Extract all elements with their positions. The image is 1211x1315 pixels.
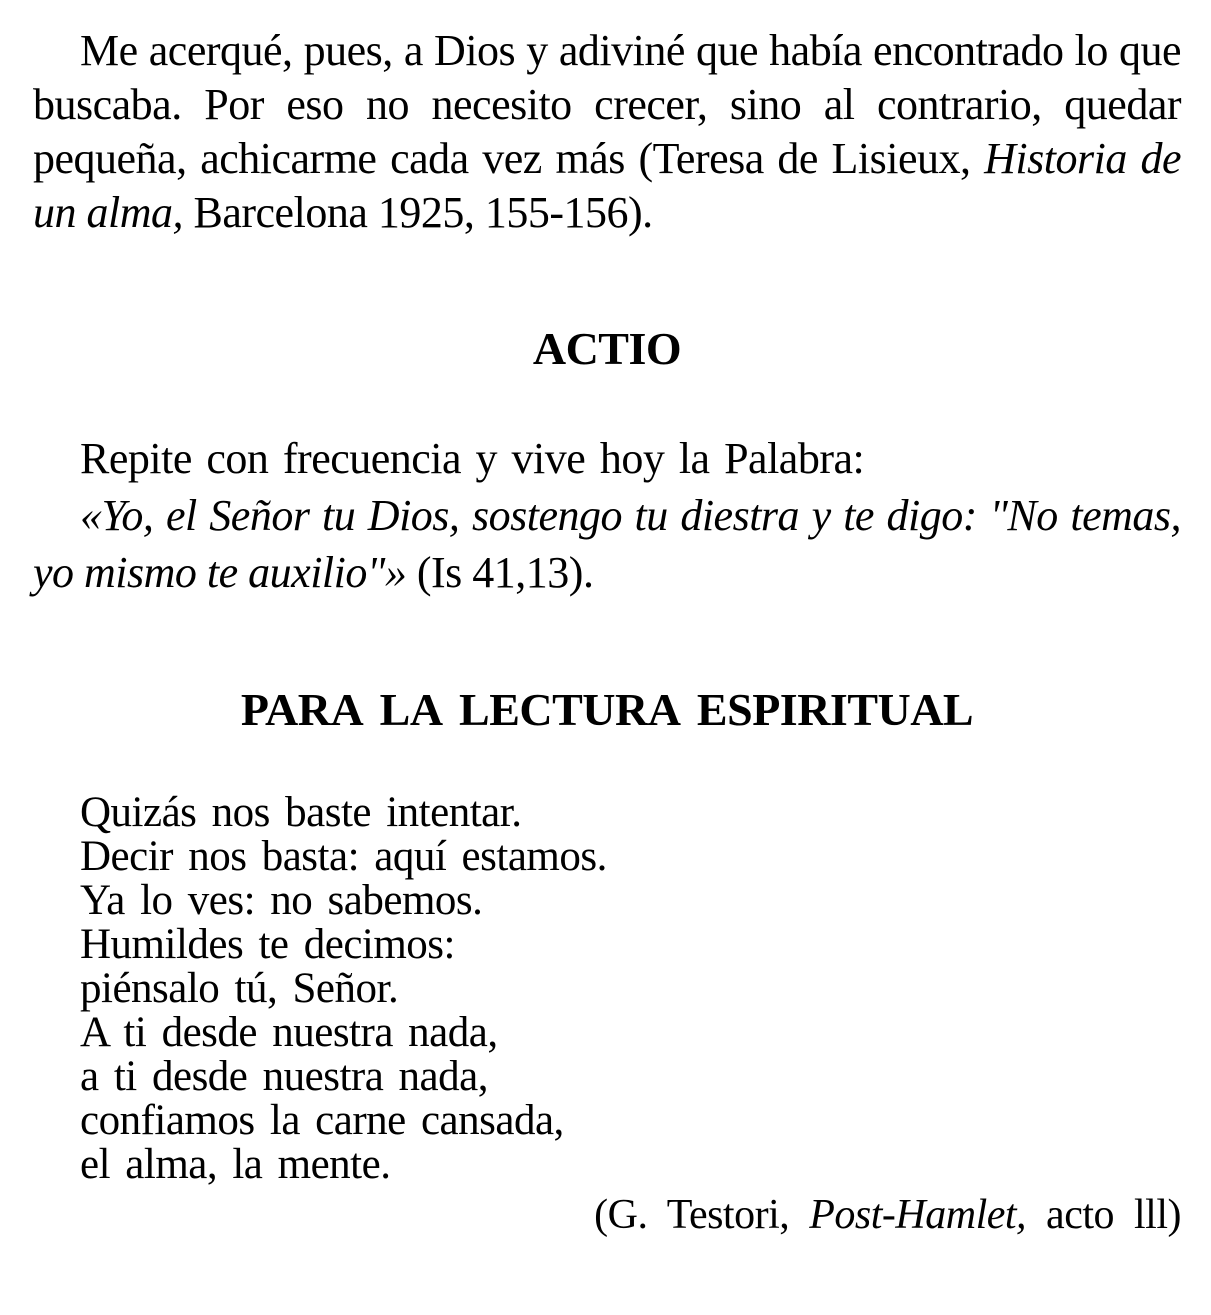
actio-heading: ACTIO: [532, 323, 682, 374]
poem-line: el alma, la mente.: [80, 1141, 391, 1188]
intro-paragraph: Me acerqué, pues, a Dios y adiviné que había encontrado lo que buscaba. Por eso no necesito crecer, sino al contrario, quedar pequeña, achicarme cada vez más (Teresa de Lisieux, Historia de un alma, Barcelona 1925, 155-156).: [33, 26, 1182, 237]
poem-line: piénsalo tú, Señor.: [80, 965, 399, 1012]
poem-line: Decir nos basta: aquí estamos.: [80, 833, 607, 880]
poem-line: Quizás nos baste intentar.: [80, 789, 522, 836]
poem-line: confiamos la carne cansada,: [80, 1097, 564, 1144]
poem-line: a ti desde nuestra nada,: [80, 1053, 488, 1100]
poem-line: Ya lo ves: no sabemos.: [80, 877, 483, 924]
poem: [80, 791, 1181, 1187]
poem-line: A ti desde nuestra nada,: [80, 1009, 498, 1056]
poem-attribution: (G. Testori, Post-Hamlet, acto lll): [594, 1192, 1181, 1238]
actio-intro-line: Repite con frecuencia y vive hoy la Palabra:: [80, 434, 865, 483]
lectura-heading: PARA LA LECTURA ESPIRITUAL: [240, 684, 974, 735]
poem-line: Humildes te decimos:: [80, 921, 455, 968]
scripture-quote: «Yo, el Señor tu Dios, sostengo tu diestra y te digo: "No temas, yo mismo te auxilio"» (Is 41,13).: [33, 491, 1181, 597]
